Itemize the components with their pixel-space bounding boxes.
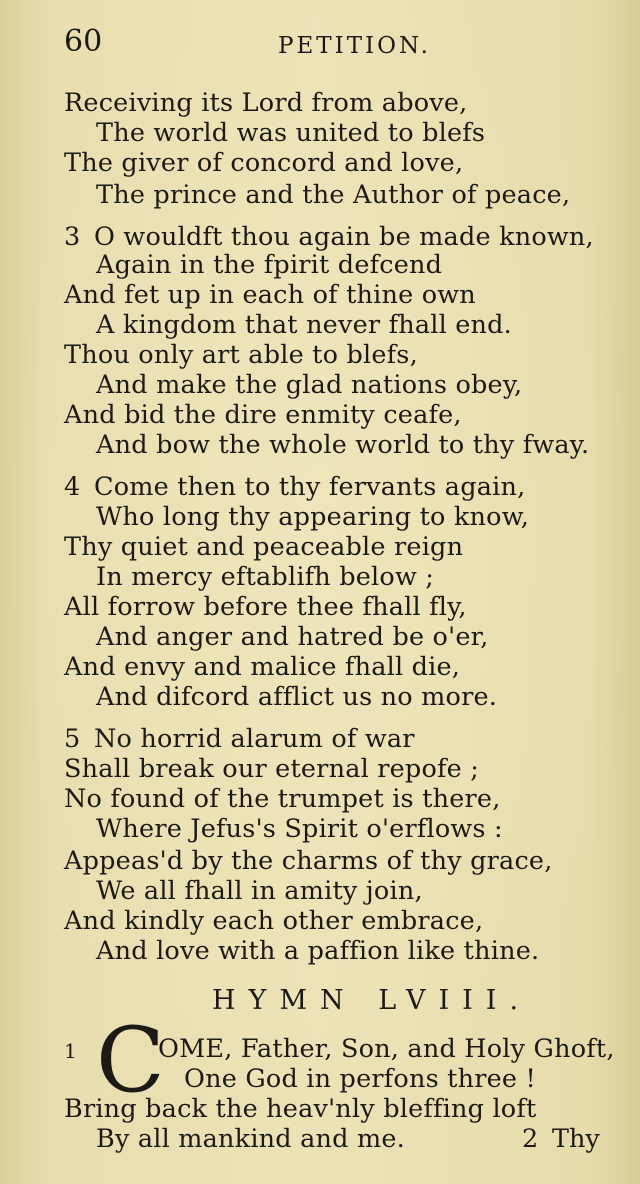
verse-line: The prince and the Author of peace, bbox=[96, 180, 571, 210]
verse-line: And make the glad nations obey, bbox=[96, 370, 523, 400]
verse-line: Where Jefus's Spirit o'erflows : bbox=[96, 814, 503, 844]
verse-line: One God in perfons three ! bbox=[184, 1064, 536, 1094]
verse-line: And fet up in each of thine own bbox=[64, 280, 476, 310]
verse-line: And difcord afflict us no more. bbox=[96, 682, 498, 712]
verse-line: And bow the whole world to thy fway. bbox=[96, 430, 590, 460]
verse-line: The world was united to blefs bbox=[96, 118, 486, 148]
catchword: Thy bbox=[552, 1124, 600, 1154]
verse-line: And envy and malice fhall die, bbox=[64, 652, 461, 682]
verse-line: In mercy eftablifh below ; bbox=[96, 562, 435, 592]
stanza-number: 5 bbox=[64, 724, 81, 754]
verse-line: Thy quiet and peaceable reign bbox=[64, 532, 464, 562]
catchword-number: 2 bbox=[522, 1124, 539, 1154]
verse-line: By all mankind and me. bbox=[96, 1124, 405, 1154]
verse-line: O wouldft thou again be made known, bbox=[94, 222, 594, 252]
verse-line: Come then to thy fervants again, bbox=[94, 472, 526, 502]
stanza-number: 1 bbox=[64, 1039, 77, 1063]
verse-line: No found of the trumpet is there, bbox=[64, 784, 501, 814]
verse-line: Again in the fpirit defcend bbox=[96, 250, 443, 280]
verse-line: The giver of concord and love, bbox=[64, 148, 464, 178]
verse-line: All forrow before thee fhall fly, bbox=[64, 592, 467, 622]
stanza-number: 4 bbox=[64, 472, 81, 502]
verse-line: A kingdom that never fhall end. bbox=[96, 310, 512, 340]
verse-line: Receiving its Lord from above, bbox=[64, 88, 468, 118]
verse-line: And anger and hatred be o'er, bbox=[96, 622, 489, 652]
verse-line: We all fhall in amity join, bbox=[96, 876, 423, 906]
verse-line: And kindly each other embrace, bbox=[64, 906, 484, 936]
verse-line: Shall break our eternal repofe ; bbox=[64, 754, 480, 784]
page-number: 60 bbox=[64, 24, 103, 59]
verse-line: And bid the dire enmity ceafe, bbox=[64, 400, 462, 430]
verse-line: Appeas'd by the charms of thy grace, bbox=[64, 846, 553, 876]
hymn-title: HYMN LVIII. bbox=[212, 985, 532, 1016]
verse-line: And love with a paffion like thine. bbox=[96, 936, 540, 966]
stanza-number: 3 bbox=[64, 222, 81, 252]
verse-line: Bring back the heav'nly bleffing loft bbox=[64, 1094, 537, 1124]
verse-line: Thou only art able to blefs, bbox=[64, 340, 418, 370]
drop-cap: C bbox=[96, 1008, 163, 1113]
verse-line: Who long thy appearing to know, bbox=[96, 502, 530, 532]
running-head: PETITION. bbox=[278, 33, 431, 59]
verse-line: OME, Father, Son, and Holy Ghoft, bbox=[158, 1034, 615, 1064]
verse-line: No horrid alarum of war bbox=[94, 724, 415, 754]
